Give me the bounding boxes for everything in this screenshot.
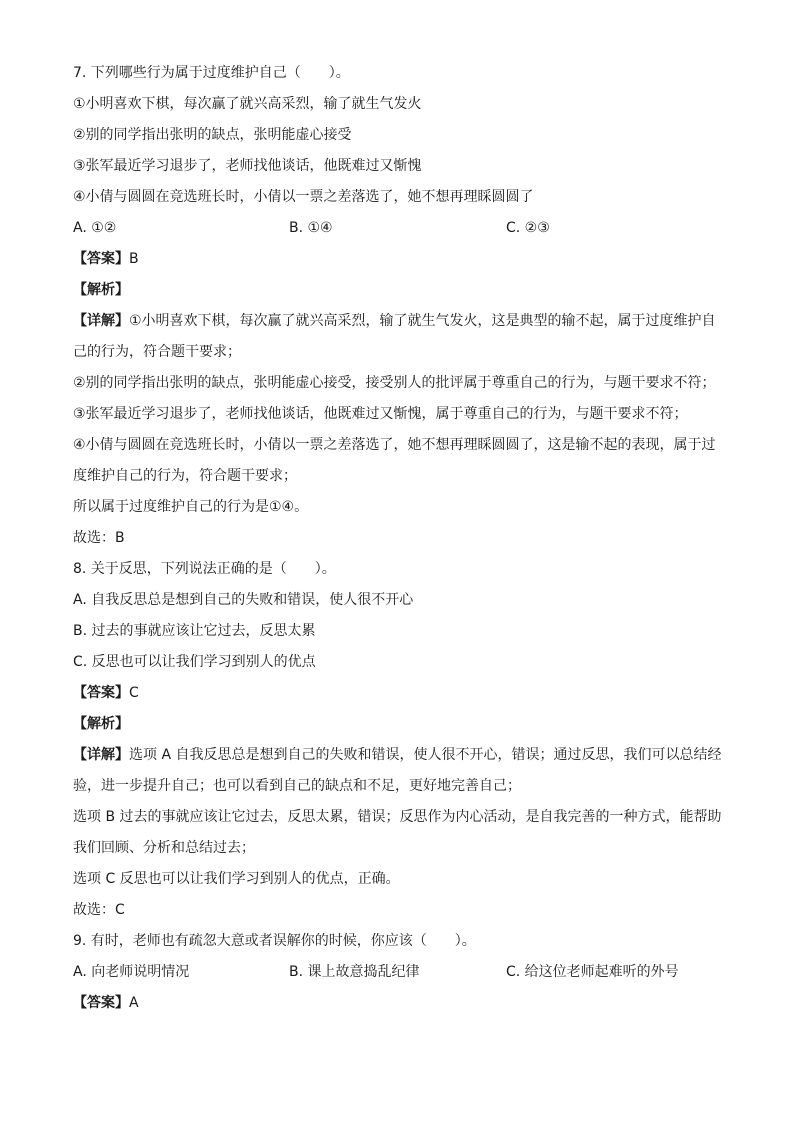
question-7-option-b: B. ①④ <box>289 220 333 236</box>
question-7-options <box>73 218 723 249</box>
question-8-option-b: B. 过去的事就应该让它过去，反思太累 <box>73 623 316 639</box>
question-9-options <box>73 962 723 993</box>
question-8-option-a: A. 自我反思总是想到自己的失败和错误，使人很不开心 <box>73 592 414 608</box>
question-8-option-c: C. 反思也可以让我们学习到别人的优点 <box>73 654 316 670</box>
question-7-option-a: A. ①② <box>73 220 117 236</box>
question-8-detail-line-2: 验，进一步提升自己；也可以看到自己的缺点和不足，更好地完善自己； <box>73 778 521 794</box>
answer-label: 【答案】 <box>73 251 129 267</box>
question-7-detail-line-7: 所以属于过度维护自己的行为是①④。 <box>73 499 309 515</box>
analysis-label: 【解析】 <box>73 282 129 298</box>
question-9-option-c: C. 给这位老师起难听的外号 <box>506 964 679 980</box>
question-7-detail-line-2: 己的行为，符合题干要求； <box>73 344 241 360</box>
question-8-detail-line-5: 选项 C 反思也可以让我们学习到别人的优点，正确。 <box>73 871 400 887</box>
question-7-detail-line-3: ②别的同学指出张明的缺点，张明能虚心接受，接受别人的批评属于尊重自己的行为，与题干要求不符； <box>73 375 716 391</box>
detail-label: 【详解】 <box>73 313 129 329</box>
question-7-item-3: ③张军最近学习退步了，老师找他谈话，他既难过又惭愧 <box>73 158 422 174</box>
page-content <box>73 63 723 1024</box>
question-7-option-c: C. ②③ <box>506 220 550 236</box>
question-8-stem: 8. 关于反思，下列说法正确的是（ ）。 <box>73 561 336 577</box>
answer-label: 【答案】 <box>73 995 129 1011</box>
answer-value: B <box>129 251 139 267</box>
question-8-conclusion: 故选：C <box>73 902 125 918</box>
detail-label: 【详解】 <box>73 747 129 763</box>
detail-text: 选项 A 自我反思总是想到自己的失败和错误，使人很不开心，错误；通过反思，我们可以总结经 <box>129 747 722 763</box>
question-9-option-b: B. 课上故意捣乱纪律 <box>289 964 420 980</box>
question-9-stem: 9. 有时，老师也有疏忽大意或者误解你的时候，你应该（ ）。 <box>73 933 476 949</box>
question-7-detail-line-4: ③张军最近学习退步了，老师找他谈话，他既难过又惭愧，属于尊重自己的行为，与题干要求不符； <box>73 406 688 422</box>
question-7-item-2: ②别的同学指出张明的缺点，张明能虚心接受 <box>73 127 352 143</box>
question-8-analysis-label <box>73 714 723 745</box>
question-9-answer <box>73 993 723 1024</box>
detail-text: ①小明喜欢下棋，每次赢了就兴高采烈，输了就生气发火，这是典型的输不起，属于过度维护自 <box>129 313 716 329</box>
question-7-answer <box>73 249 723 280</box>
question-7-stem: 7. 下列哪些行为属于过度维护自己（ ）。 <box>73 65 350 81</box>
answer-value: C <box>129 685 139 701</box>
question-7-conclusion: 故选：B <box>73 530 125 546</box>
question-7-item-1: ①小明喜欢下棋，每次赢了就兴高采烈，输了就生气发火 <box>73 96 422 112</box>
question-7-detail-line-6: 度维护自己的行为，符合题干要求； <box>73 468 297 484</box>
question-8-answer <box>73 683 723 714</box>
question-8-detail-line-4: 我们回顾、分析和总结过去； <box>73 840 255 856</box>
question-9-option-a: A. 向老师说明情况 <box>73 964 190 980</box>
answer-label: 【答案】 <box>73 685 129 701</box>
question-7-analysis-label <box>73 280 723 311</box>
answer-value: A <box>129 995 139 1011</box>
question-7-item-4: ④小倩与圆圆在竞选班长时，小倩以一票之差落选了，她不想再理睬圆圆了 <box>73 189 534 205</box>
analysis-label: 【解析】 <box>73 716 129 732</box>
question-8-detail-line-3: 选项 B 过去的事就应该让它过去，反思太累，错误；反思作为内心活动，是自我完善的一种方式，能帮助 <box>73 809 722 825</box>
question-8-detail-line-1 <box>73 745 723 776</box>
question-7-detail-line-5: ④小倩与圆圆在竞选班长时，小倩以一票之差落选了，她不想再理睬圆圆了，这是输不起的表现，属于过 <box>73 437 716 453</box>
question-7-detail-line-1 <box>73 311 723 342</box>
